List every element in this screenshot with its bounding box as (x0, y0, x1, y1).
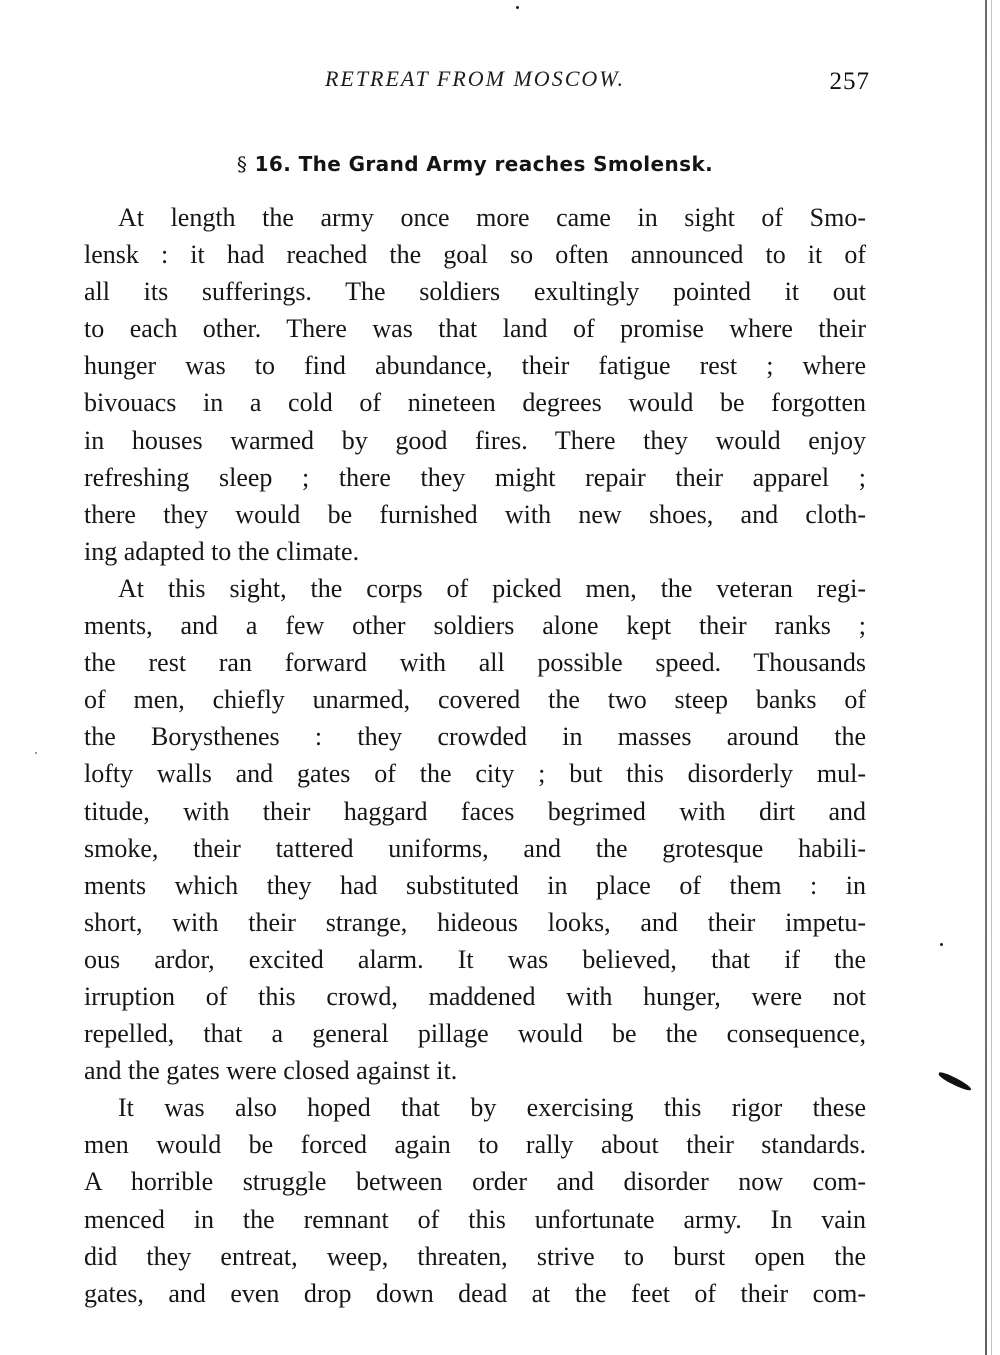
text-line: the Borysthenes : they crowded in masses around the (84, 722, 866, 752)
text-line: ments which they had substituted in place of them : in (84, 870, 866, 900)
body-text (84, 199, 866, 1312)
text-line: At this sight, the corps of picked men, the veteran regi- (118, 573, 866, 603)
paragraph (84, 199, 866, 570)
text-line: gates, and even drop down dead at the feet of their com- (84, 1278, 866, 1308)
text-line: lensk : it had reached the goal so often announced to it of (84, 240, 866, 270)
text-line: and the gates were closed against it. (84, 1056, 458, 1086)
text-line: the rest ran forward with all possible speed. Thousands (84, 648, 866, 678)
scan-speck (35, 752, 37, 754)
text-line: to each other. There was that land of promise where their (84, 314, 866, 344)
text-line: smoke, their tattered uniforms, and the grotesque habili- (84, 833, 866, 863)
text-line: of men, chiefly unarmed, covered the two steep banks of (84, 685, 866, 715)
text-line: At length the army once more came in sight of Smo- (118, 203, 866, 232)
text-line: there they would be furnished with new shoes, and cloth- (84, 499, 866, 529)
scan-edge-line (985, 0, 987, 1355)
text-line: lofty walls and gates of the city ; but this disorderly mul- (84, 759, 866, 789)
paragraph (84, 1089, 866, 1312)
text-line: It was also hoped that by exercising this rigor these (118, 1093, 866, 1123)
section-symbol: § (236, 152, 248, 176)
text-line: ments, and a few other soldiers alone kept their ranks ; (84, 611, 866, 641)
text-line: A horrible struggle between order and disorder now com- (84, 1167, 866, 1197)
text-line: hunger was to find abundance, their fatigue rest ; where (84, 351, 866, 381)
scan-speck (940, 943, 943, 946)
paragraph (84, 570, 866, 1089)
scan-edge-line-secondary (991, 0, 992, 1355)
text-line: irruption of this crowd, maddened with hunger, were not (84, 981, 866, 1011)
section-heading-text: 16. The Grand Army reaches Smolensk. (254, 152, 714, 176)
text-line: in houses warmed by good fires. There they would enjoy (84, 425, 866, 455)
section-heading (84, 152, 866, 176)
text-line: menced in the remnant of this unfortunate army. In vain (84, 1204, 866, 1234)
running-head-title: RETREAT FROM MOSCOW. (324, 66, 626, 91)
text-line: did they entreat, weep, threaten, strive to burst open the (84, 1241, 866, 1271)
text-line: short, with their strange, hideous looks, and their impetu- (84, 907, 866, 937)
text-line: bivouacs in a cold of nineteen degrees would be forgotten (84, 388, 866, 418)
running-head (84, 66, 870, 106)
text-line: men would be forced again to rally about their standards. (84, 1130, 866, 1160)
scan-smudge (937, 1070, 972, 1092)
text-line: repelled, that a general pillage would be the consequence, (84, 1019, 866, 1049)
text-line: all its sufferings. The soldiers exultingly pointed it out (84, 277, 866, 307)
scan-speck (516, 6, 519, 9)
text-line: refreshing sleep ; there they might repair their apparel ; (84, 462, 866, 492)
text-line: ing adapted to the climate. (84, 536, 360, 566)
text-line: titude, with their haggard faces begrimed with dirt and (84, 796, 866, 826)
page-number: 257 (829, 68, 870, 95)
text-line: ous ardor, excited alarm. It was believed, that if the (84, 944, 866, 974)
